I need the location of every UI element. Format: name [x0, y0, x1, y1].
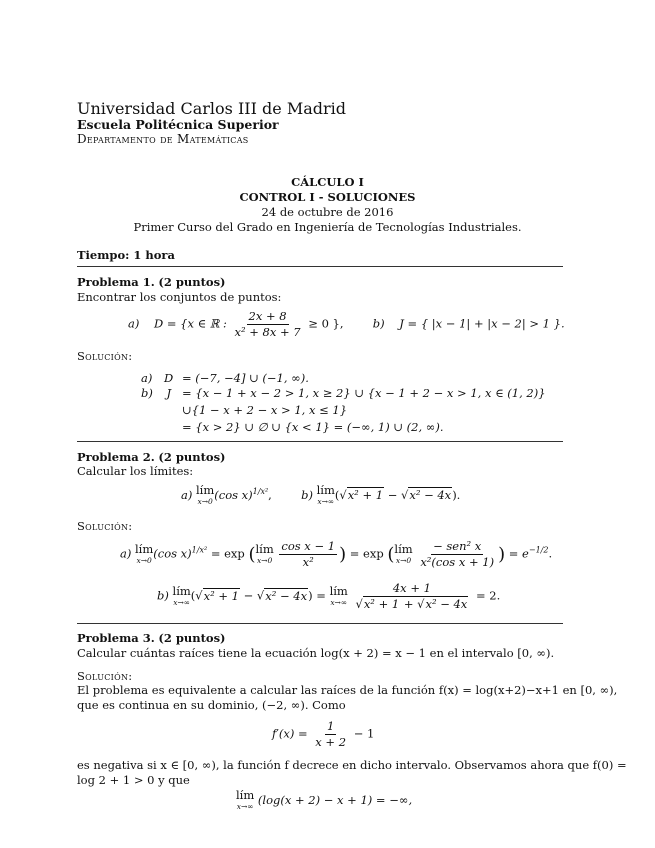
s2-a-eq2: = exp	[349, 546, 384, 561]
s1-b	[141, 386, 171, 400]
s2-a-num2: − sen² x	[433, 539, 482, 553]
s2-a-limit3	[394, 541, 413, 566]
p2-b-close: ).	[452, 488, 461, 502]
p2-a-lim-text: lím	[196, 483, 215, 497]
problem1-label: Problema 1.	[77, 275, 155, 289]
s2-a-fraction2	[418, 540, 496, 569]
exam-date: 24 de octubre de 2016	[261, 205, 394, 219]
university-name: Universidad Carlos III de Madrid	[77, 99, 346, 118]
s2-b-den-plus: +	[403, 597, 414, 611]
p2-b-lim-text: lím	[316, 483, 335, 497]
divider	[77, 623, 563, 624]
s2-b-result: = 2.	[475, 588, 501, 603]
s1-b-line2: ∪{1 − x + 2 − x > 1, x ≤ 1}	[182, 403, 348, 417]
s2-b-lim-text: lím	[172, 583, 191, 598]
s1-b-var: J	[166, 386, 172, 400]
s2-b-close: )	[308, 588, 313, 603]
s2-a-lim-sub: x→0	[136, 555, 152, 565]
problem3-para1-line2: que es continua en su dominio, (−2, ∞). Como	[77, 698, 346, 712]
s2-b-limit2	[329, 583, 348, 608]
problem3-statement: Calcular cuántas raíces tiene la ecuación log(x + 2) = x − 1 en el intervalo [0, ∞).	[77, 646, 555, 660]
p3-limit-op	[236, 790, 254, 812]
divider	[77, 441, 563, 442]
s2-a-fraction1	[279, 540, 337, 569]
p2-a-exp: 1/x²	[252, 487, 269, 497]
s2-b-lim-sub: x→∞	[173, 597, 191, 607]
problem2-heading	[77, 450, 226, 464]
p1-a-numerator: 2x + 8	[248, 309, 287, 323]
p2-b-sqrt1: x² + 1	[347, 488, 384, 502]
s1-b-label: b)	[141, 386, 153, 400]
p2-b-sqrt2: x² − 4x	[409, 488, 452, 502]
s2-b-sqrt1: x² + 1	[203, 588, 239, 603]
problem1-points: (2 puntos)	[158, 275, 226, 289]
s2-b-open: (	[190, 588, 196, 603]
s2-b-den-sqrt1: x² + 1	[363, 597, 400, 611]
p3-deriv-lhs: f′(x) =	[272, 726, 308, 741]
s2-b-lim2-sub: x→∞	[330, 597, 348, 607]
problem2-solution-label: Solución:	[77, 519, 133, 533]
p1-b-label: b)	[372, 316, 385, 331]
s2-a-limit2	[255, 541, 274, 566]
problem1-statement: Encontrar los conjuntos de puntos:	[77, 290, 282, 304]
problem3-para1-line1: El problema es equivalente a calcular las raíces de la función f(x) = log(x+2)−x+1 en [0, ∞),	[77, 683, 618, 697]
s2-a-lim2-text: lím	[255, 541, 274, 556]
paren-open: (	[248, 544, 256, 565]
p3-lim-expr: (log(x + 2) − x + 1) = −∞,	[257, 793, 413, 807]
s2-a-lim3-text: lím	[394, 541, 413, 556]
s2-a-result: = e	[508, 546, 529, 561]
p2-a-label: a)	[181, 488, 193, 502]
program-line: Primer Curso del Grado en Ingeniería de Tecnologías Industriales.	[133, 220, 522, 234]
p1-a-fraction	[233, 310, 303, 339]
problem1-heading	[77, 275, 226, 289]
s1-a	[141, 371, 173, 385]
s1-a-var: D	[164, 371, 174, 385]
s2-b: b) lím x→∞ (√x² + 1 − √x² − 4x) = lím x→∞ $\frac{4x + 1}{\text{√x² + 1 + √x² − 4x}}$ = 2.	[157, 581, 501, 611]
p2-b-limit	[317, 485, 335, 507]
s1-a-label: a)	[141, 371, 153, 385]
p3-deriv-num: 1	[326, 719, 335, 733]
s2-b-lim2-text: lím	[329, 583, 348, 598]
p3-derivative	[272, 720, 374, 749]
school-name: Escuela Politécnica Superior	[77, 117, 279, 132]
p2-b-open: (	[334, 488, 340, 502]
problem2-limits: a) lím x→0 (cos x)$^{1/x^2}$, b) lím x→∞ (√x² + 1 − √x² − 4x).	[181, 483, 461, 506]
p2-a-limit	[196, 485, 214, 507]
p3-lim-sub: x→∞	[236, 802, 254, 811]
problem1-sets	[128, 310, 565, 339]
p1-b-set: J = { |x − 1| + |x − 2| > 1 }.	[399, 316, 565, 331]
problem2-statement: Calcular los límites:	[77, 464, 194, 478]
s2-b-eq: =	[316, 588, 326, 603]
p3-deriv-fraction	[313, 720, 348, 749]
problem2-label: Problema 2.	[77, 450, 155, 464]
problem3-points: (2 puntos)	[158, 631, 226, 645]
problem3-heading	[77, 631, 226, 645]
s2-b-limit	[172, 583, 191, 608]
p2-a-expr: (cos x)	[214, 488, 253, 502]
s1-b-line1: = {x − 1 + x − 2 > 1, x ≥ 2} ∪ {x − 1 + 2 − x > 1, x ∈ (1, 2)}	[182, 386, 546, 400]
s2-a-lim-text: lím	[135, 541, 154, 556]
problem3-solution-label: Solución:	[77, 669, 133, 683]
s2-a-dot: .	[548, 546, 553, 561]
problem3-para2-line1: es negativa si x ∈ [0, ∞), la función f decrece en dicho intervalo. Observamos ahora que f(0) =	[77, 758, 627, 772]
problem2-points: (2 puntos)	[158, 450, 226, 464]
problem1-solution-label: Solución:	[77, 349, 133, 363]
paren-close: )	[498, 544, 506, 565]
s2-a-eq1: = exp	[210, 546, 245, 561]
s2-a	[120, 540, 552, 569]
s2-a-den1: x²	[302, 555, 314, 569]
s2-b-minus: −	[243, 588, 254, 603]
s2-b-label: b)	[157, 588, 169, 603]
p1-a-set: D = {x ∈ ℝ :	[153, 316, 227, 331]
s2-a-limit	[135, 541, 154, 566]
p3-deriv-rest: − 1	[353, 726, 375, 741]
s2-a-exp: 1/x²	[191, 545, 208, 555]
s2-b-fraction	[353, 582, 470, 611]
problem3-label: Problema 3.	[77, 631, 155, 645]
p1-a-end: ≥ 0 },	[308, 316, 344, 331]
s2-a-num1: cos x − 1	[281, 539, 336, 553]
divider	[77, 266, 563, 267]
p2-b-lim-sub: x→∞	[317, 497, 335, 506]
s2-b-sqrt2: x² − 4x	[265, 588, 308, 603]
s2-a-label: a)	[120, 546, 132, 561]
p3-lim-text: lím	[236, 788, 255, 802]
p1-a-label: a)	[128, 316, 140, 331]
department-name: Departamento de Matemáticas	[77, 132, 249, 146]
p3-limit	[236, 790, 412, 812]
s2-a-lim2-sub: x→0	[256, 555, 273, 565]
p2-b-label: b)	[301, 488, 313, 502]
p2-a-lim-sub: x→0	[197, 497, 213, 506]
time-limit: Tiempo: 1 hora	[77, 248, 175, 262]
p2-b-minus: −	[387, 488, 398, 502]
s1-a-expr: = (−7, −4] ∪ (−1, ∞).	[182, 371, 309, 385]
s2-b-den-sqrt2: x² − 4x	[425, 597, 468, 611]
p1-a-denominator: x² + 8x + 7	[234, 325, 301, 339]
problem3-para2-line2: log 2 + 1 > 0 y que	[77, 773, 190, 787]
p2-a-end: ,	[268, 488, 272, 502]
s2-b-den: √x² + 1 + √x² − 4x	[355, 597, 468, 611]
paren-close: )	[339, 544, 347, 565]
paren-open: (	[387, 544, 395, 565]
s2-a-result-exp: −1/2	[528, 545, 549, 555]
s2-b-num: 4x + 1	[392, 581, 431, 595]
course-title: CÁLCULO I	[291, 175, 364, 189]
s1-b-line3: = {x > 2} ∪ ∅ ∪ {x < 1} = (−∞, 1) ∪ (2, ∞).	[182, 420, 444, 434]
s2-a-lim3-sub: x→0	[395, 555, 412, 565]
exam-title: CONTROL I - SOLUCIONES	[239, 190, 416, 204]
s2-a-den2: x²(cos x + 1)	[420, 555, 495, 569]
s2-a-expr: (cos x)	[153, 546, 192, 561]
p3-deriv-den: x + 2	[315, 735, 347, 749]
